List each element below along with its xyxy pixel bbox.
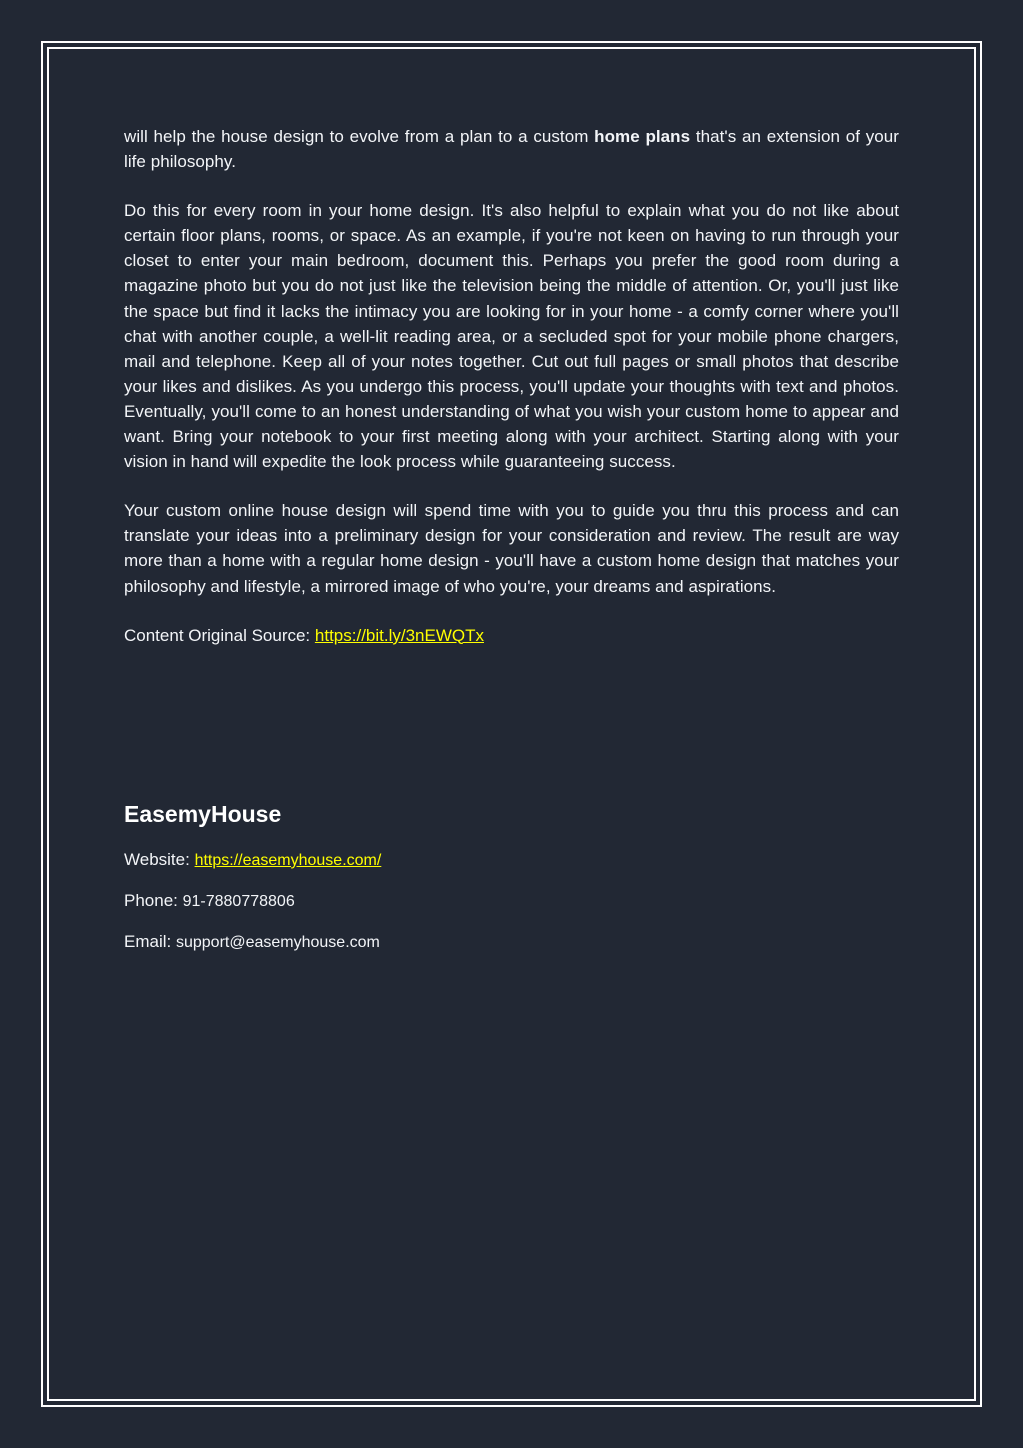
email-label: Email: (124, 932, 176, 951)
paragraph-1 (124, 124, 899, 174)
paragraph-1-end: that's an extension of your life philosophy. (124, 127, 899, 172)
paragraph-2: Do this for every room in your home design. It's also helpful to explain what you do not like about certain floor plans, rooms, or space. As an example, if you're not keen on having to run through your closet to enter your main bedroom, document this. Perhaps you prefer the good room during a magazine photo but you do not just like the television being the middle of attention. Or, you'll just like the space but find it lacks the intimacy you are looking for in your home - a comfy corner where you'll chat with another couple, a well-lit reading area, or a secluded spot for your mobile phone chargers, mail and telephone. Keep all of your notes together. Cut out full pages or small photos that describe your likes and dislikes. As you undergo this process, you'll update your thoughts with text and photos. Eventually, you'll come to an honest understanding of what you wish your custom home to appear and want. Bring your notebook to your first meeting along with your architect. Starting along with your vision in hand will expedite the look process while guaranteeing success. (124, 201, 899, 472)
email-line (124, 930, 380, 955)
company-name: EasemyHouse (124, 801, 282, 827)
content-source-line (124, 623, 899, 648)
website-link[interactable]: https://easemyhouse.com/ (194, 852, 382, 869)
article-body (124, 124, 899, 648)
phone-label: Phone: (124, 891, 183, 910)
source-link[interactable]: https://bit.ly/3nEWQTx (314, 625, 484, 645)
email-value: support@easemyhouse.com (175, 934, 380, 951)
source-label: Content Original Source: (124, 625, 315, 645)
paragraph-3: Your custom online house design will spend time with you to guide you thru this process and can translate your ideas into a preliminary design for your consideration and review. The result are way more than a home with a regular home design - you'll have a custom home design that matches your philosophy and lifestyle, a mirrored image of who you're, your dreams and aspirations. (124, 501, 899, 596)
website-line (124, 848, 381, 873)
phone-line (124, 889, 295, 914)
website-label: Website: (124, 850, 195, 869)
phone-value: 91-7880778806 (182, 893, 295, 910)
paragraph-1-start: will help the house design to evolve from a plan to a custom (124, 127, 595, 146)
home-plans-keyword: home plans (594, 127, 691, 146)
